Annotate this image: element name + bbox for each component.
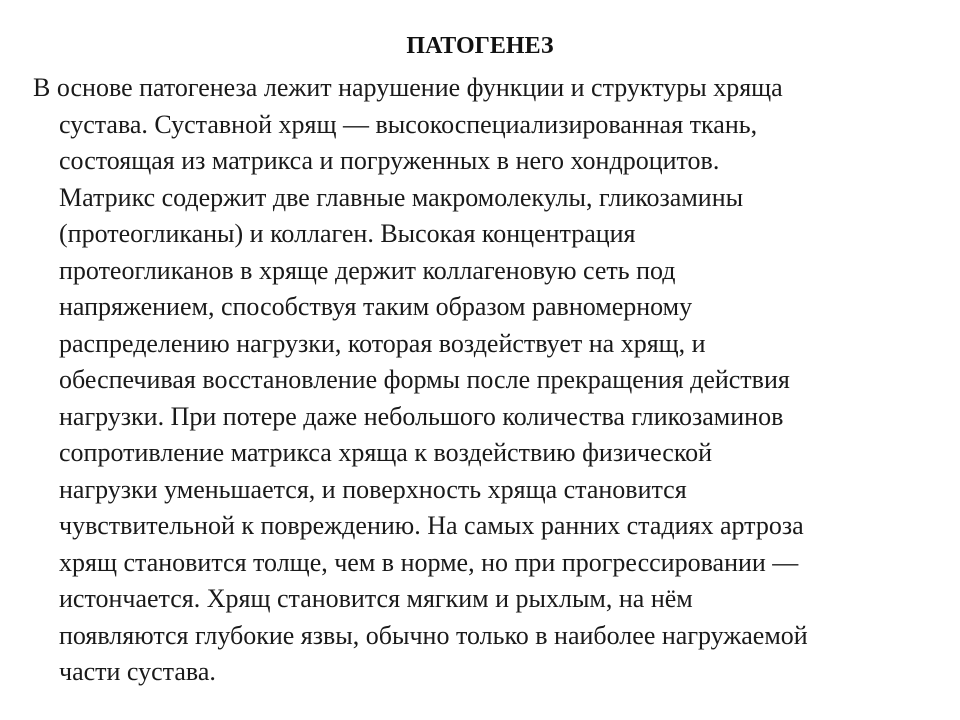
slide-body-text [33, 70, 928, 691]
text-line: напряжением, способствуя таким образом равномерному [59, 292, 693, 321]
slide-title: ПАТОГЕНЕЗ [406, 33, 554, 59]
text-line: чувствительной к повреждению. На самых ранних стадиях артроза [59, 511, 804, 540]
text-line: нагрузки уменьшается, и поверхность хряща становится [59, 474, 687, 504]
text-line: Матрикс содержит две главные макромолекулы, гликозамины [59, 182, 744, 212]
text-line: обеспечивая восстановление формы после прекращения действия [59, 365, 790, 394]
text-line: (протеогликаны) и коллаген. Высокая концентрация [59, 219, 636, 248]
text-line: состоящая из матрикса и погруженных в него хондроцитов. [59, 146, 720, 175]
text-line: появляются глубокие язвы, обычно только в наиболее нагружаемой [59, 620, 808, 650]
text-line: нагрузки. При потере даже небольшого количества гликозаминов [59, 401, 784, 431]
text-line: части сустава. [59, 657, 216, 686]
text-line: сустава. Суставной хрящ — высокоспециализированная ткань, [59, 109, 758, 139]
text-line: распределению нагрузки, которая воздействует на хрящ, и [59, 328, 706, 358]
text-line-first: В основе патогенеза лежит нарушение функции и структуры хряща [33, 73, 783, 102]
text-line: хрящ становится толще, чем в норме, но при прогрессировании — [59, 547, 799, 577]
text-line: протеогликанов в хряще держит коллагеновую сеть под [59, 255, 676, 285]
text-line: сопротивление матрикса хряща к воздействию физической [59, 438, 713, 467]
text-line: истончается. Хрящ становится мягким и рыхлым, на нём [59, 584, 693, 613]
